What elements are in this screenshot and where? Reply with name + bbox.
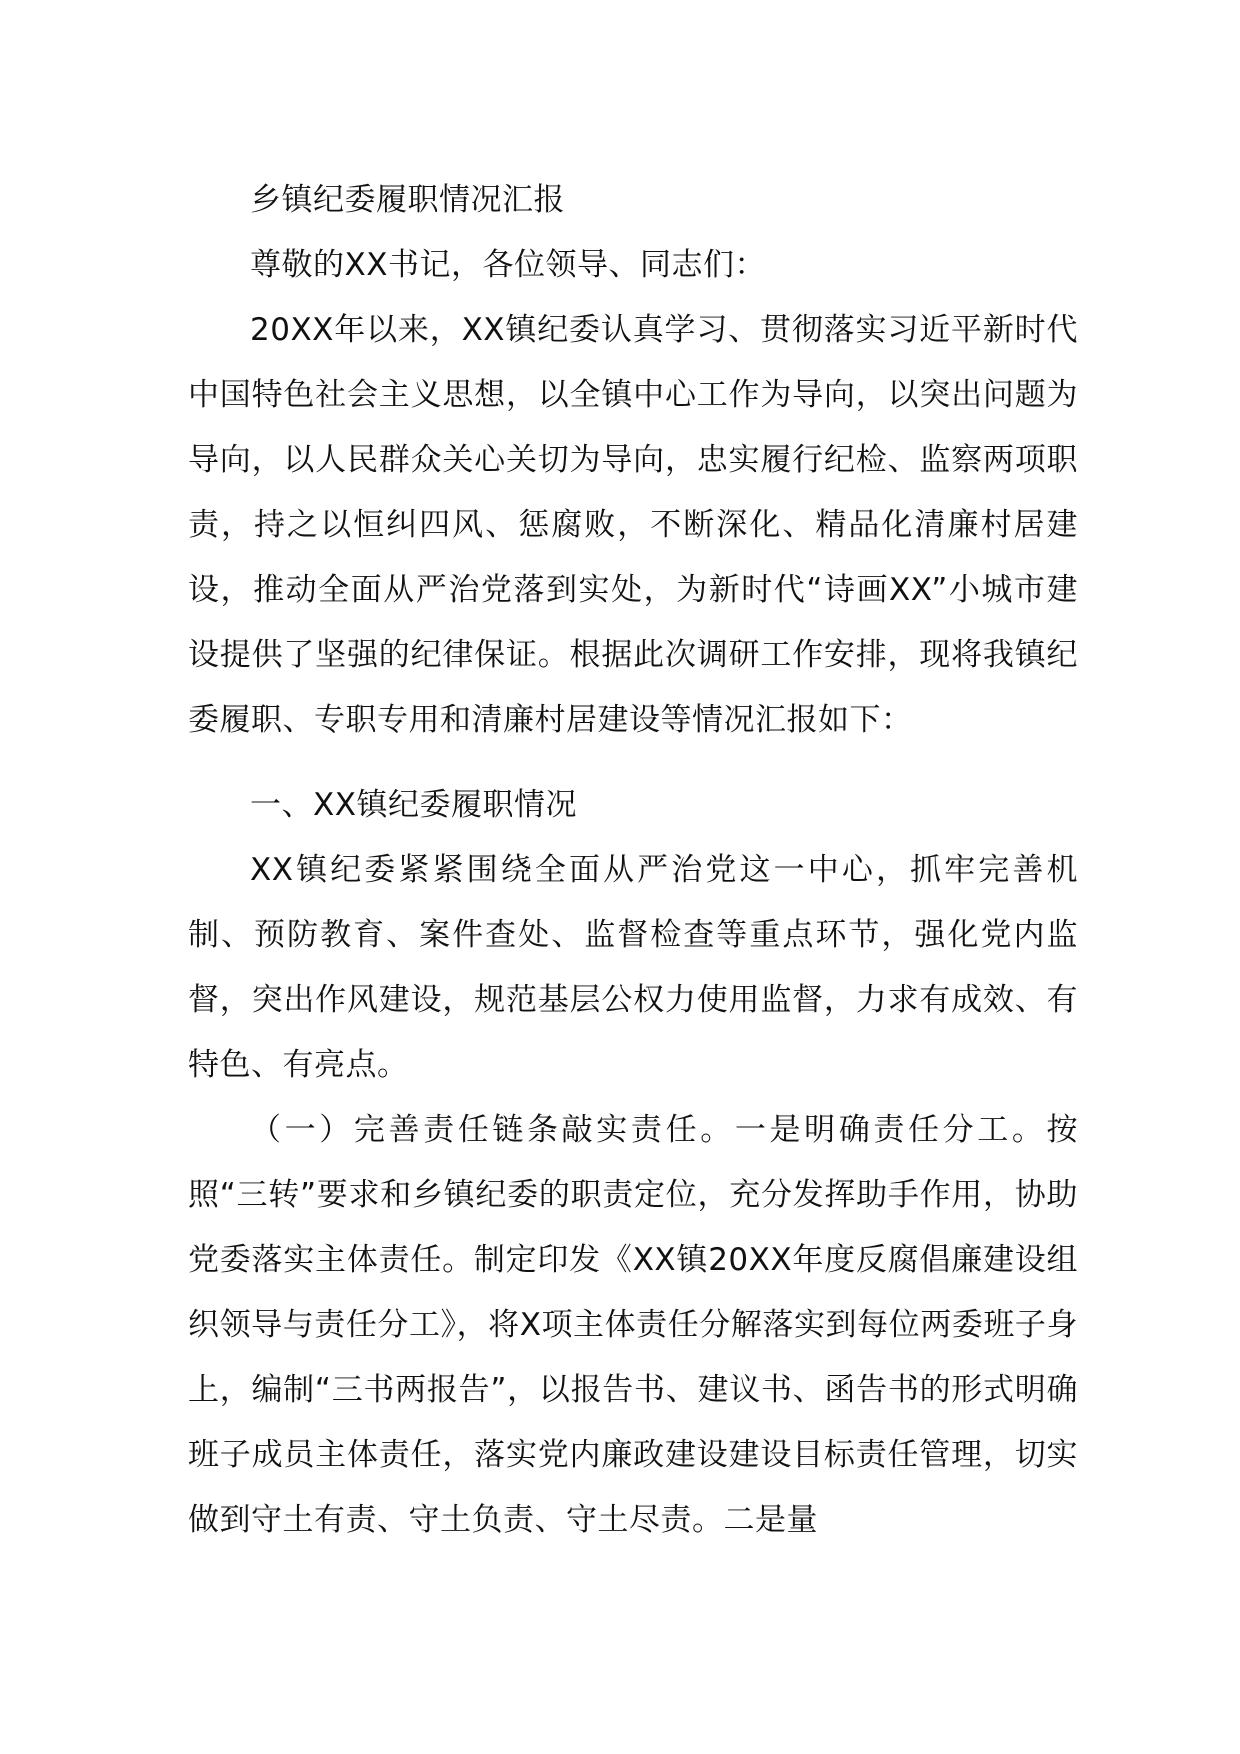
document-body <box>188 168 1078 1553</box>
intro-paragraph: 20XX年以来，XX镇纪委认真学习、贯彻落实习近平新时代中国特色社会主义思想，以全镇中心工作为导向，以突出问题为导向，以人民群众关心关切为导向，忠实履行纪检、监察两项职责，持之以恒纠四风、惩腐败，不断深化、精品化清廉村居建设，推动全面从严治党落到实处，为新时代“诗画XX”小城市建设提供了坚强的纪律保证。根据此次调研工作安排，现将我镇纪委履职、专职专用和清廉村居建设等情况汇报如下： <box>188 312 1078 738</box>
section-1-paragraph: XX镇纪委紧紧围绕全面从严治党这一中心，抓牢完善机制、预防教育、案件查处、监督检查等重点环节，强化党内监督，突出作风建设，规范基层公权力使用监督，力求有成效、有特色、有亮点。 <box>188 852 1078 1083</box>
greeting-line: 尊敬的XX书记，各位领导、同志们： <box>250 247 766 283</box>
document-title: 乡镇纪委履职情况汇报 <box>250 182 565 218</box>
subsection-1-paragraph: （一）完善责任链条敲实责任。一是明确责任分工。按照“三转”要求和乡镇纪委的职责定位，充分发挥助手作用，协助党委落实主体责任。制定印发《XX镇20XX年度反腐倡廉建设组织领导与责任分工》，将X项主体责任分解落实到每位两委班子身上，编制“三书两报告”，以报告书、建议书、函告书的形式明确班子成员主体责任，落实党内廉政建设建设目标责任管理，切实做到守土有责、守土负责、守土尽责。二是量 <box>188 1112 1078 1538</box>
section-heading-1: 一、XX镇纪委履职情况 <box>250 787 577 823</box>
